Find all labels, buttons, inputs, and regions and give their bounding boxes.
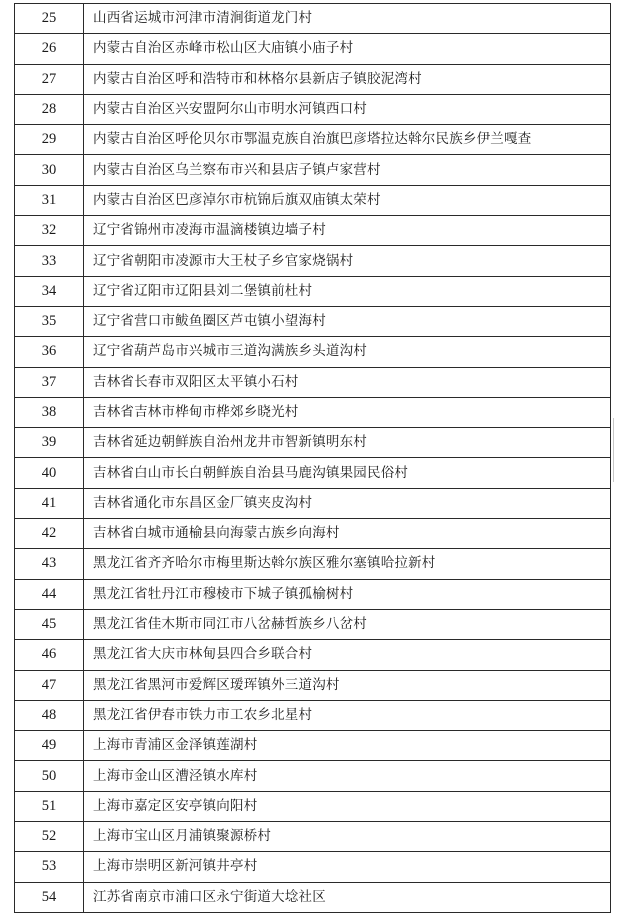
- table-row: [15, 397, 611, 427]
- village-name-cell: 上海市金山区漕泾镇水库村: [84, 761, 611, 791]
- row-number-cell: 37: [15, 367, 84, 397]
- row-number-cell: 33: [15, 246, 84, 276]
- table-row: [15, 791, 611, 821]
- table-row: [15, 367, 611, 397]
- village-name-cell: 黑龙江省黑河市爱辉区瑷珲镇外三道沟村: [84, 670, 611, 700]
- village-name-cell: 内蒙古自治区赤峰市松山区大庙镇小庙子村: [84, 34, 611, 64]
- table-row: [15, 64, 611, 94]
- row-number-cell: 44: [15, 579, 84, 609]
- row-number-cell: 28: [15, 94, 84, 124]
- row-number-cell: 54: [15, 882, 84, 912]
- row-number-cell: 45: [15, 609, 84, 639]
- table-row: [15, 852, 611, 882]
- village-name-cell: 辽宁省葫芦岛市兴城市三道沟满族乡头道沟村: [84, 337, 611, 367]
- row-number-cell: 31: [15, 185, 84, 215]
- table-row: [15, 731, 611, 761]
- page-edge-divider: [613, 418, 617, 482]
- village-name-cell: 黑龙江省牡丹江市穆棱市下城子镇孤榆树村: [84, 579, 611, 609]
- row-number-cell: 26: [15, 34, 84, 64]
- village-name-cell: 辽宁省朝阳市凌源市大王杖子乡官家烧锅村: [84, 246, 611, 276]
- table-row: [15, 458, 611, 488]
- table-row: [15, 609, 611, 639]
- table-row: [15, 700, 611, 730]
- table-row: [15, 428, 611, 458]
- table-row: [15, 882, 611, 912]
- village-name-cell: 山西省运城市河津市清涧街道龙门村: [84, 4, 611, 34]
- table-row: [15, 579, 611, 609]
- table-body: [15, 4, 611, 913]
- row-number-cell: 40: [15, 458, 84, 488]
- village-name-cell: 上海市宝山区月浦镇聚源桥村: [84, 822, 611, 852]
- table-row: [15, 276, 611, 306]
- table-row: [15, 640, 611, 670]
- row-number-cell: 35: [15, 306, 84, 336]
- table-row: [15, 34, 611, 64]
- village-name-cell: 黑龙江省佳木斯市同江市八岔赫哲族乡八岔村: [84, 609, 611, 639]
- row-number-cell: 34: [15, 276, 84, 306]
- table-row: [15, 4, 611, 34]
- row-number-cell: 42: [15, 519, 84, 549]
- row-number-cell: 30: [15, 155, 84, 185]
- table-row: [15, 246, 611, 276]
- row-number-cell: 46: [15, 640, 84, 670]
- table-row: [15, 549, 611, 579]
- row-number-cell: 49: [15, 731, 84, 761]
- table-row: [15, 337, 611, 367]
- table-row: [15, 519, 611, 549]
- table-row: [15, 670, 611, 700]
- village-name-cell: 辽宁省营口市鲅鱼圈区芦屯镇小望海村: [84, 306, 611, 336]
- row-number-cell: 43: [15, 549, 84, 579]
- village-name-cell: 江苏省南京市浦口区永宁街道大埝社区: [84, 882, 611, 912]
- village-name-cell: 辽宁省辽阳市辽阳县刘二堡镇前杜村: [84, 276, 611, 306]
- row-number-cell: 25: [15, 4, 84, 34]
- table-row: [15, 94, 611, 124]
- village-name-cell: 内蒙古自治区巴彦淖尔市杭锦后旗双庙镇太荣村: [84, 185, 611, 215]
- village-name-cell: 辽宁省锦州市凌海市温滴楼镇边墙子村: [84, 216, 611, 246]
- table-row: [15, 125, 611, 155]
- row-number-cell: 51: [15, 791, 84, 821]
- village-name-cell: 吉林省白城市通榆县向海蒙古族乡向海村: [84, 519, 611, 549]
- table-row: [15, 306, 611, 336]
- village-name-cell: 黑龙江省伊春市铁力市工农乡北星村: [84, 700, 611, 730]
- table-row: [15, 488, 611, 518]
- village-name-cell: 上海市崇明区新河镇井亭村: [84, 852, 611, 882]
- table-row: [15, 761, 611, 791]
- village-name-cell: 吉林省延边朝鲜族自治州龙井市智新镇明东村: [84, 428, 611, 458]
- row-number-cell: 29: [15, 125, 84, 155]
- row-number-cell: 38: [15, 397, 84, 427]
- village-name-cell: 内蒙古自治区呼伦贝尔市鄂温克族自治旗巴彦塔拉达斡尔民族乡伊兰嘎查: [84, 125, 611, 155]
- row-number-cell: 36: [15, 337, 84, 367]
- row-number-cell: 48: [15, 700, 84, 730]
- row-number-cell: 32: [15, 216, 84, 246]
- village-name-cell: 吉林省通化市东昌区金厂镇夹皮沟村: [84, 488, 611, 518]
- table-row: [15, 216, 611, 246]
- village-name-cell: 上海市青浦区金泽镇莲湖村: [84, 731, 611, 761]
- row-number-cell: 39: [15, 428, 84, 458]
- village-name-cell: 黑龙江省齐齐哈尔市梅里斯达斡尔族区雅尔塞镇哈拉新村: [84, 549, 611, 579]
- village-name-cell: 上海市嘉定区安亭镇向阳村: [84, 791, 611, 821]
- village-name-cell: 黑龙江省大庆市林甸县四合乡联合村: [84, 640, 611, 670]
- row-number-cell: 47: [15, 670, 84, 700]
- row-number-cell: 27: [15, 64, 84, 94]
- village-list-table: [14, 3, 611, 913]
- row-number-cell: 53: [15, 852, 84, 882]
- row-number-cell: 41: [15, 488, 84, 518]
- table-row: [15, 822, 611, 852]
- village-name-cell: 内蒙古自治区乌兰察布市兴和县店子镇卢家营村: [84, 155, 611, 185]
- village-name-cell: 内蒙古自治区呼和浩特市和林格尔县新店子镇胶泥湾村: [84, 64, 611, 94]
- village-name-cell: 吉林省长春市双阳区太平镇小石村: [84, 367, 611, 397]
- row-number-cell: 50: [15, 761, 84, 791]
- village-name-cell: 吉林省吉林市桦甸市桦郊乡晓光村: [84, 397, 611, 427]
- village-name-cell: 内蒙古自治区兴安盟阿尔山市明水河镇西口村: [84, 94, 611, 124]
- table-row: [15, 155, 611, 185]
- village-name-cell: 吉林省白山市长白朝鲜族自治县马鹿沟镇果园民俗村: [84, 458, 611, 488]
- row-number-cell: 52: [15, 822, 84, 852]
- table-row: [15, 185, 611, 215]
